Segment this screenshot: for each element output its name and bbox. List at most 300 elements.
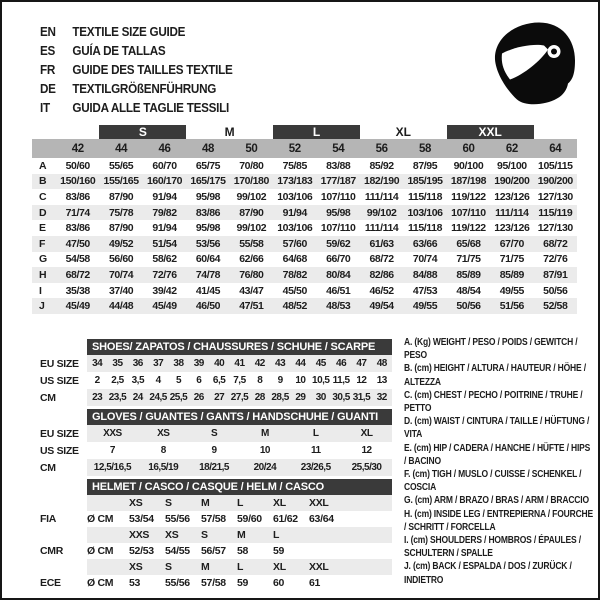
helmet-size-cell: [309, 527, 345, 543]
language-code: FR: [40, 62, 56, 77]
gloves-table: [40, 409, 392, 476]
row-letter: I: [39, 284, 42, 297]
cell-value: 3,5: [131, 375, 145, 386]
cell-value: 37: [153, 358, 164, 369]
size-value: 95/98: [317, 205, 360, 221]
size-value: 53/56: [186, 236, 229, 252]
cell-value: 6,5: [212, 375, 226, 386]
row-letter: D: [32, 205, 56, 221]
size-value: 35/38: [65, 284, 90, 297]
size-value: 55/58: [230, 236, 273, 252]
row-cells: [87, 372, 392, 389]
size-value: 50/56: [543, 284, 568, 297]
row-cells: [87, 527, 392, 543]
helmet-value-cell: 53: [129, 577, 141, 589]
size-value: 62/66: [239, 253, 264, 266]
size-value: 82/86: [360, 267, 403, 283]
size-value: 46/51: [326, 284, 351, 297]
size-value: 83/86: [65, 222, 90, 235]
size-value: 85/89: [447, 267, 490, 283]
cell-value: 4: [155, 375, 161, 386]
size-value: 50/60: [65, 159, 90, 172]
cell-value: 23,5: [108, 392, 127, 403]
cell-value: 36: [132, 358, 143, 369]
cell-value: 41: [234, 358, 245, 369]
size-value: 76/80: [230, 267, 273, 283]
size-value: 50/56: [447, 298, 490, 314]
row-letter: J: [32, 298, 56, 314]
language-code: EN: [40, 24, 56, 39]
row-label-spacer: [40, 559, 87, 575]
cell-value: 12: [361, 445, 372, 456]
row-label-spacer: [40, 495, 87, 511]
table-row: [40, 425, 392, 442]
size-value: 90/100: [453, 159, 484, 172]
size-value: 74/78: [186, 267, 229, 283]
cell-value: 43: [275, 358, 286, 369]
helmet-value-cell: 54/55: [165, 545, 190, 557]
size-header-cell: 60: [447, 139, 490, 158]
size-value: 46/52: [369, 284, 394, 297]
cell-value: 20/24: [253, 462, 277, 473]
row-letter: H: [32, 267, 56, 283]
size-value: 71/75: [499, 253, 524, 266]
unit-label: Ø CM: [87, 577, 114, 589]
cell-value: 9: [277, 375, 283, 386]
legend-item: D. (cm) WAIST / CINTURA / TAILLE / HÜFTUNG / VITA: [404, 416, 590, 441]
size-value: 123/126: [494, 190, 530, 203]
helmet-value-cell: 56/57: [201, 545, 226, 557]
legend-item: J. (cm) BACK / ESPALDA / DOS / ZURÜCK / INDIETRO: [404, 561, 572, 586]
legend-item: A. (Kg) WEIGHT / PESO / POIDS / GEWITCH / PESO: [404, 337, 578, 362]
cell-value: 8: [257, 375, 263, 386]
size-value: 115/118: [408, 190, 443, 203]
helmet-table: [40, 479, 392, 591]
helmet-value-cell: 55/56: [165, 577, 190, 589]
size-value: 51/56: [490, 298, 533, 314]
size-value: 83/86: [65, 190, 90, 203]
cell-value: 28,5: [271, 392, 289, 403]
language-row-es: [40, 41, 233, 60]
cell-value: 11: [310, 445, 321, 456]
size-value: 85/89: [490, 267, 533, 283]
size-value: 91/94: [152, 222, 177, 235]
size-value: 79/82: [143, 205, 186, 221]
size-value: 107/110: [320, 222, 356, 235]
cell-value: 35: [112, 358, 123, 369]
row-label: CM: [40, 461, 56, 474]
helmet-size-cell: XXS: [129, 529, 150, 541]
size-value: 71/75: [456, 253, 481, 266]
size-value: 111/114: [490, 205, 533, 221]
size-value: 83/88: [326, 159, 351, 172]
size-value: 95/98: [195, 190, 221, 203]
cell-value: XL: [360, 428, 373, 439]
helmet-size-row: [40, 527, 392, 543]
cell-value: 10: [259, 445, 270, 456]
cell-value: 12: [356, 375, 367, 386]
size-value: 119/122: [451, 222, 486, 235]
size-header-cell: 44: [99, 139, 142, 158]
table-row: [40, 389, 392, 406]
cell-value: 42: [254, 358, 265, 369]
language-code: IT: [40, 100, 50, 115]
cell-value: 10,5: [312, 375, 330, 386]
cell-value: 40: [214, 358, 225, 369]
cell-value: XS: [157, 428, 170, 439]
helmet-value-cell: [309, 543, 345, 559]
helmet-value-cell: 55/56: [165, 513, 190, 525]
size-value: 44/48: [99, 298, 142, 314]
cell-value: 13: [376, 375, 387, 386]
cell-value: 32: [376, 392, 387, 403]
language-row-fr: [40, 60, 233, 79]
size-value: 80/84: [317, 267, 360, 283]
helmet-value-cell: 58: [237, 545, 249, 557]
size-header-cell: 42: [56, 139, 99, 158]
helmet-size-cell: XXL: [309, 497, 329, 509]
size-value: 111/114: [364, 190, 399, 203]
legend-item: H. (cm) INSIDE LEG / ENTREPIERNA / FOURCHE / SCHRITT / FORCELLA: [404, 508, 594, 533]
cell-value: S: [210, 428, 218, 439]
size-value: 87/90: [108, 190, 134, 203]
size-value: 107/110: [320, 190, 356, 203]
cell-value: 25,5: [169, 392, 188, 403]
helmet-size-cell: XS: [129, 497, 143, 509]
table-title: HELMET / CASCO / CASQUE / HELM / CASCO: [87, 479, 392, 495]
size-value: 190/200: [534, 174, 577, 190]
shoes-table: [40, 339, 392, 406]
standard-label: FIA: [40, 513, 57, 525]
size-value: 39/42: [152, 284, 177, 297]
size-value: 75/85: [282, 159, 307, 172]
row-cells: [87, 575, 392, 591]
cell-value: 28: [254, 392, 265, 403]
size-value: 70/74: [412, 253, 438, 266]
helmet-size-cell: L: [237, 497, 244, 509]
table-header-row: [40, 339, 392, 355]
helmet-value-cell: 53/54: [129, 513, 154, 525]
cell-value: 12,5/16,5: [93, 462, 132, 473]
size-value: 95/100: [497, 159, 527, 172]
size-value: 70/80: [239, 159, 264, 172]
legend: [404, 336, 594, 587]
size-value: 165/175: [186, 174, 229, 190]
cell-value: 44: [295, 358, 306, 369]
size-value: 99/102: [236, 222, 267, 235]
size-value: 49/52: [99, 236, 142, 252]
cell-value: 34: [92, 358, 103, 369]
cell-value: 8: [160, 445, 166, 456]
size-value: 51/54: [143, 236, 186, 252]
size-value: 150/160: [56, 174, 99, 190]
cell-value: 5: [175, 375, 181, 386]
standard-label: CMR: [40, 545, 64, 557]
helmet-value-cell: 57/58: [201, 513, 226, 525]
language-title: GUIDE DES TAILLES TEXTILE: [72, 62, 233, 77]
size-value: 170/180: [230, 174, 273, 190]
size-value: 65/75: [195, 159, 221, 172]
size-header-cell: 50: [230, 139, 273, 158]
size-value: 49/55: [403, 298, 446, 314]
size-value: 67/70: [490, 236, 533, 252]
size-value: 99/102: [236, 190, 267, 203]
size-header-cell: 48: [186, 139, 229, 158]
cell-value: 30,5: [332, 392, 350, 403]
size-header-cell: 52: [273, 139, 316, 158]
row-label: US SIZE: [40, 444, 79, 457]
size-value: 155/165: [99, 174, 142, 190]
size-value: 57/60: [273, 236, 316, 252]
row-label: CM: [40, 391, 56, 404]
table-header-row: [40, 479, 392, 495]
row-letter: C: [39, 190, 47, 203]
cell-value: 10: [295, 375, 306, 386]
cell-value: 6: [196, 375, 202, 386]
helmet-value-cell: 59: [273, 545, 285, 557]
size-header-cell: 46: [143, 139, 186, 158]
language-list: [40, 22, 233, 117]
language-title: GUÍA DE TALLAS: [72, 43, 166, 58]
cell-value: 11,5: [332, 375, 350, 386]
unit-label: Ø CM: [87, 513, 114, 525]
language-title: TEXTILE SIZE GUIDE: [72, 24, 186, 39]
size-header-cell: 56: [360, 139, 403, 158]
size-group-xl: XL: [395, 125, 411, 139]
helmet-value-cell: 61: [309, 577, 321, 589]
size-value: 182/190: [360, 174, 403, 190]
size-value: 187/198: [447, 174, 490, 190]
row-label: EU SIZE: [40, 357, 79, 370]
cell-value: 23/26,5: [300, 462, 331, 473]
helmet-value-cell: 52/53: [129, 545, 154, 557]
size-value: 68/72: [534, 236, 577, 252]
helmet-size-cell: L: [237, 561, 244, 573]
size-value: 87/90: [108, 222, 134, 235]
cell-value: 23: [92, 392, 103, 403]
main-size-table: [32, 125, 577, 314]
size-value: 115/118: [408, 222, 443, 235]
table-title: SHOES/ ZAPATOS / CHAUSSURES / SCHUHE / SCARPE: [87, 339, 392, 355]
cell-value: 30: [315, 392, 326, 403]
size-value: 47/50: [56, 236, 99, 252]
size-value: 41/45: [195, 284, 221, 297]
size-value: 48/53: [317, 298, 360, 314]
helmet-size-cell: S: [165, 497, 172, 509]
row-label-spacer: [40, 339, 87, 355]
racing-helmet-icon: [489, 15, 581, 111]
helmet-size-cell: M: [237, 529, 246, 541]
size-value: 63/66: [403, 236, 446, 252]
size-value: 45/49: [56, 298, 99, 314]
size-header-cell: 64: [534, 139, 577, 158]
size-group-s: S: [99, 125, 186, 139]
helmet-size-cell: S: [201, 529, 208, 541]
unit-label: Ø CM: [87, 545, 114, 557]
size-group-m: M: [224, 125, 235, 139]
row-label: US SIZE: [40, 374, 79, 387]
size-value: 99/102: [360, 205, 403, 221]
size-value: 66/70: [326, 253, 351, 266]
size-value: 49/54: [360, 298, 403, 314]
helmet-value-row: [40, 543, 392, 559]
size-value: 48/52: [273, 298, 316, 314]
row-label-spacer: [40, 479, 87, 495]
cell-value: 16,5/19: [148, 462, 179, 473]
helmet-value-cell: 60: [273, 577, 285, 589]
size-value: 185/195: [403, 174, 446, 190]
language-row-de: [40, 79, 233, 98]
size-value: 85/92: [369, 159, 394, 172]
size-value: 65/68: [447, 236, 490, 252]
size-value: 47/53: [412, 284, 438, 297]
row-letter: F: [32, 236, 56, 252]
row-cells: [87, 543, 392, 559]
size-value: 91/94: [273, 205, 316, 221]
size-value: 52/58: [534, 298, 577, 314]
size-value: 49/55: [499, 284, 524, 297]
size-value: 46/50: [186, 298, 229, 314]
cell-value: 39: [193, 358, 204, 369]
helmet-size-cell: XL: [273, 497, 286, 509]
unit-spacer: [87, 495, 129, 511]
row-cells: [87, 425, 392, 442]
size-value: 71/74: [56, 205, 99, 221]
cell-value: 24: [132, 392, 143, 403]
table-row: [40, 372, 392, 389]
row-cells: [87, 459, 392, 476]
size-value: 103/106: [277, 190, 313, 203]
row-letter: B: [32, 174, 56, 190]
size-value: 107/110: [447, 205, 490, 221]
size-header-cell: 54: [317, 139, 360, 158]
legend-item: E. (cm) HIP / CADERA / HANCHE / HÜFTE / HIPS / BACINO: [404, 442, 591, 467]
size-value: 123/126: [494, 222, 530, 235]
cell-value: 7: [109, 445, 115, 456]
size-value: 48/54: [456, 284, 481, 297]
row-cells: [87, 511, 392, 527]
size-value: 68/72: [56, 267, 99, 283]
size-value: 47/51: [230, 298, 273, 314]
standard-label: ECE: [40, 577, 61, 589]
helmet-size-cell: XS: [165, 529, 179, 541]
helmet-size-cell: XS: [129, 561, 143, 573]
size-value: 70/74: [99, 267, 142, 283]
table-header-row: [40, 409, 392, 425]
size-value: 68/72: [369, 253, 394, 266]
row-cells: [87, 355, 392, 372]
size-value: 111/114: [364, 222, 399, 235]
table-title: GLOVES / GUANTES / GANTS / HANDSCHUHE / GUANTI: [87, 409, 392, 425]
row-cells: [87, 442, 392, 459]
size-value: 91/94: [152, 190, 177, 203]
size-value: 103/106: [403, 205, 446, 221]
size-value: 127/130: [537, 190, 573, 203]
row-label: EU SIZE: [40, 427, 79, 440]
cell-value: 29: [295, 392, 306, 403]
size-value: 103/106: [277, 222, 313, 235]
language-title: TEXTILGRÖßENFÜHRUNG: [72, 81, 217, 96]
cell-value: 24,5: [149, 392, 167, 403]
cell-value: 31,5: [352, 392, 371, 403]
size-value: 60/70: [152, 159, 177, 172]
size-value: 78/82: [273, 267, 316, 283]
size-group-xxl: XXL: [447, 125, 534, 139]
size-value: 72/76: [543, 253, 568, 266]
cell-value: M: [260, 428, 269, 439]
cell-value: 26: [193, 392, 204, 403]
helmet-value-cell: 57/58: [201, 577, 226, 589]
size-value: 84/88: [403, 267, 446, 283]
size-value: 56/60: [108, 253, 134, 266]
cell-value: 47: [356, 358, 367, 369]
cell-value: 45: [315, 358, 326, 369]
group-spacer: [534, 125, 577, 139]
row-label-spacer: [40, 409, 87, 425]
table-row: [40, 442, 392, 459]
legend-item: F. (cm) TIGH / MUSLO / CUISSE / SCHENKEL / COSCIA: [404, 469, 582, 494]
size-value: 119/122: [451, 190, 486, 203]
size-value: 37/40: [108, 284, 134, 297]
size-header-cell: 58: [403, 139, 446, 158]
row-cells: [87, 495, 392, 511]
row-label-spacer: [40, 527, 87, 543]
helmet-value-cell: 59/60: [237, 513, 262, 525]
helmet-value-cell: 59: [237, 577, 249, 589]
size-value: 83/86: [186, 205, 229, 221]
cell-value: 7,5: [233, 375, 246, 386]
size-value: 95/98: [195, 222, 221, 235]
size-value: 173/183: [273, 174, 316, 190]
size-value: 61/63: [360, 236, 403, 252]
size-value: 55/65: [108, 159, 134, 172]
helmet-size-cell: M: [201, 561, 210, 573]
legend-item: I. (cm) SHOULDERS / HOMBROS / ÉPAULES / SCHULTERN / SPALLE: [404, 535, 581, 560]
helmet-value-row: [40, 511, 392, 527]
size-group-l: L: [273, 125, 360, 139]
helmet-size-cell: M: [201, 497, 210, 509]
row-cells: [87, 389, 392, 406]
unit-spacer: [87, 559, 129, 575]
size-value: 177/187: [317, 174, 360, 190]
helmet-size-cell: S: [165, 561, 172, 573]
language-row-it: [40, 98, 233, 117]
cell-value: 27: [214, 392, 225, 403]
legend-item: G. (cm) ARM / BRAZO / BRAS / ARM / BRACCIO: [404, 495, 589, 507]
unit-spacer: [87, 527, 129, 543]
cell-value: 48: [376, 358, 387, 369]
language-title: GUIDA ALLE TAGLIE TESSILI: [72, 100, 230, 115]
size-value: 160/170: [143, 174, 186, 190]
size-value: 127/130: [537, 222, 573, 235]
row-letter: E: [39, 222, 46, 235]
cell-value: 27,5: [230, 392, 249, 403]
size-header-cell: 62: [490, 139, 533, 158]
cell-value: XXS: [103, 428, 122, 439]
cell-value: 38: [173, 358, 184, 369]
table-row: [40, 459, 392, 476]
helmet-size-cell: XXL: [309, 561, 329, 573]
cell-value: 18/21,5: [199, 462, 229, 473]
helmet-size-row: [40, 559, 392, 575]
helmet-size-row: [40, 495, 392, 511]
legend-item: B. (cm) HEIGHT / ALTURA / HAUTEUR / HÖHE / ALTEZZA: [404, 363, 586, 388]
helmet-value-row: [40, 575, 392, 591]
size-value: 58/62: [152, 253, 177, 266]
language-code: DE: [40, 81, 56, 96]
size-value: 105/115: [538, 159, 573, 172]
size-value: 87/95: [412, 159, 438, 172]
